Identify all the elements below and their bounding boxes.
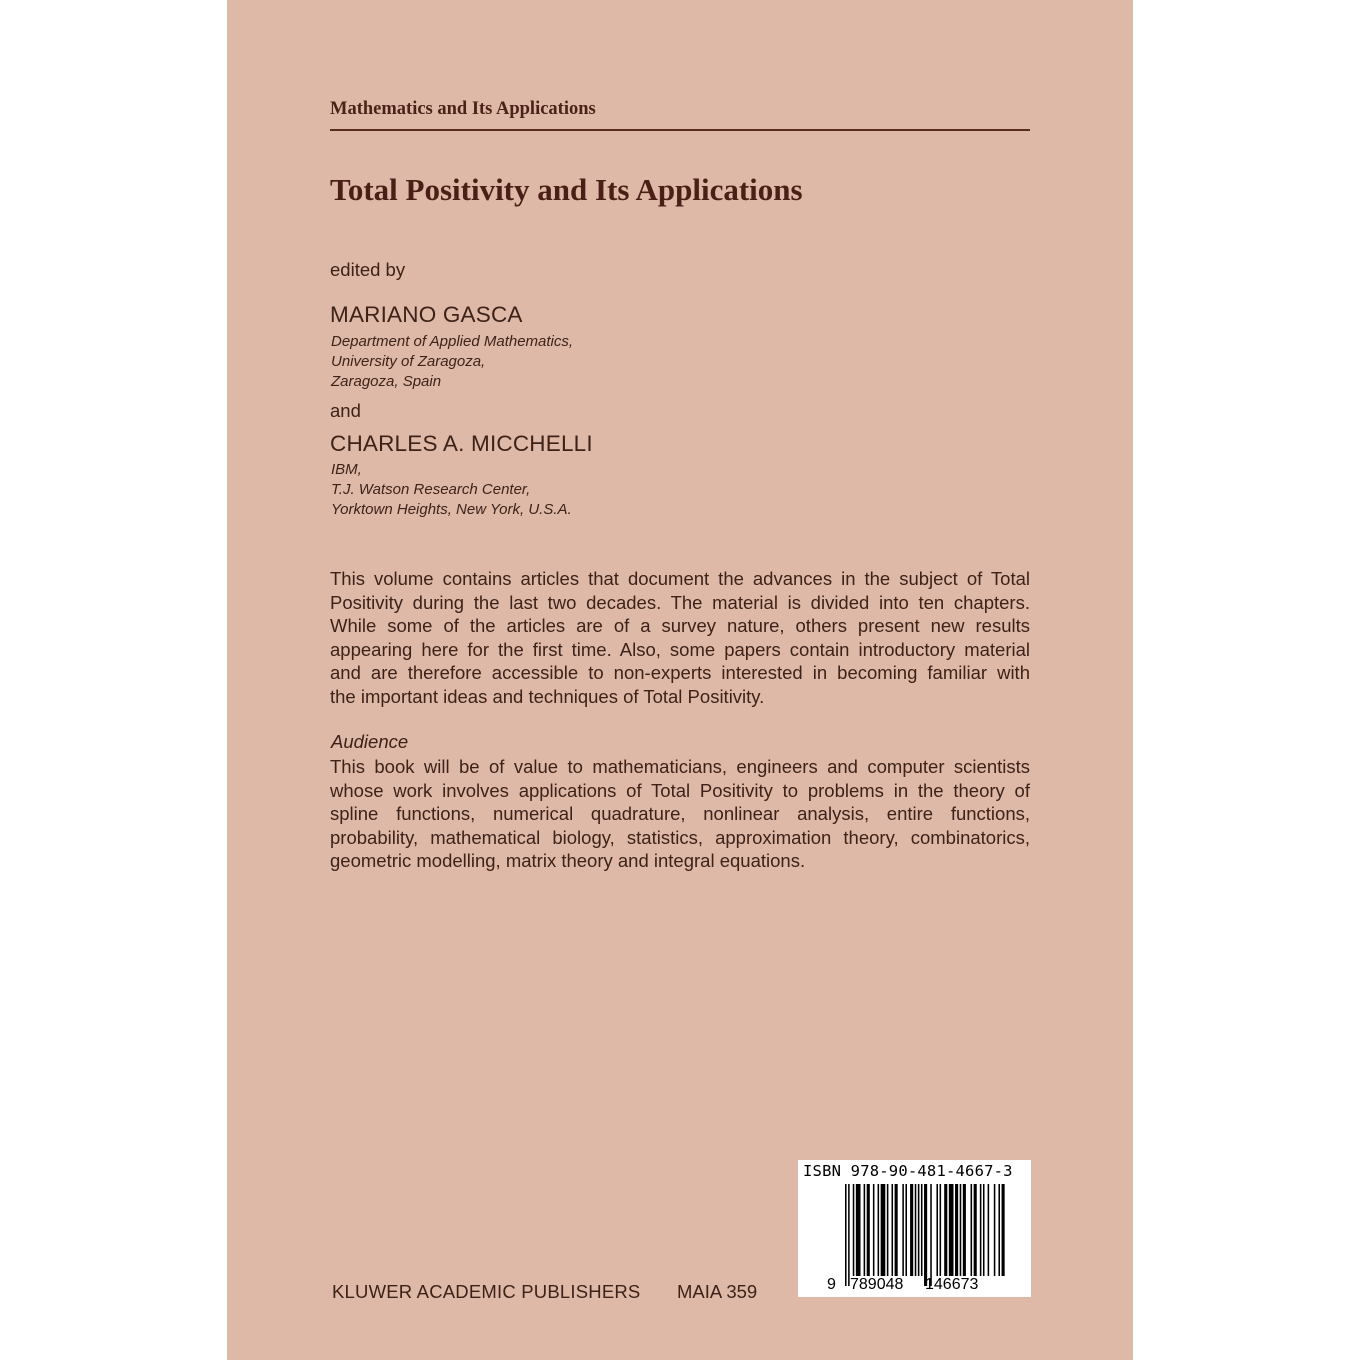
barcode-digits-right: 146673 xyxy=(925,1276,979,1293)
audience-line: spline functions, numerical quadrature, nonlinear analysis, entire functions, xyxy=(330,803,1030,824)
barcode-bar xyxy=(881,1184,886,1276)
affiliation-line: University of Zaragoza, xyxy=(331,353,486,370)
barcode-bar xyxy=(930,1184,932,1286)
barcode-bar xyxy=(853,1184,855,1276)
barcode-bar xyxy=(867,1184,870,1276)
affiliation-line: Department of Applied Mathematics, xyxy=(331,333,574,350)
audience-line: This book will be of value to mathematicians, engineers and computer scientists xyxy=(330,756,1030,777)
description-line: and are therefore accessible to non-experts interested in becoming familiar with xyxy=(330,662,1030,683)
editor-1-affiliation xyxy=(331,332,573,392)
barcode-bar xyxy=(918,1184,920,1276)
audience-heading: Audience xyxy=(331,731,409,752)
barcode-bar xyxy=(960,1184,962,1276)
barcode-bar xyxy=(915,1184,917,1276)
barcode-bar xyxy=(994,1184,996,1276)
editor-2-affiliation xyxy=(331,460,572,520)
barcode-bar xyxy=(983,1184,985,1276)
barcode-bar xyxy=(998,1184,1000,1276)
description-line: appearing here for the first time. Also, some papers contain introductory material xyxy=(330,638,1030,660)
isbn-label: ISBN 978-90-481-4667-3 xyxy=(803,1162,1013,1180)
edited-by-label: edited by xyxy=(330,259,406,280)
description-line: Positivity during the last two decades. The material is divided into ten chapters. xyxy=(330,591,1030,613)
isbn-barcode xyxy=(798,1160,1031,1297)
description-line: This volume contains articles that document the advances in the subject of Total xyxy=(330,568,1030,589)
barcode-bar xyxy=(949,1184,954,1276)
barcode-bar xyxy=(910,1184,913,1276)
barcode-bar xyxy=(902,1184,904,1276)
barcode-bar xyxy=(963,1184,966,1276)
barcode-bar xyxy=(944,1184,947,1276)
barcode-bar xyxy=(864,1184,866,1276)
barcode-digits-left: 789048 xyxy=(850,1276,904,1293)
barcode-bar xyxy=(887,1184,889,1276)
barcode-bar xyxy=(955,1184,958,1276)
description-line: While some of the articles are of a survey nature, others present new results xyxy=(330,615,1030,636)
series-divider xyxy=(330,129,1030,131)
affiliation-line: Yorktown Heights, New York, U.S.A. xyxy=(331,501,572,518)
barcode-bar xyxy=(878,1184,880,1276)
barcode-bar xyxy=(895,1184,898,1276)
barcode-bar xyxy=(848,1184,850,1286)
barcode-bar xyxy=(980,1184,982,1276)
affiliation-line: IBM, xyxy=(331,461,362,478)
conjunction: and xyxy=(330,400,361,421)
barcode-bar xyxy=(988,1184,990,1276)
audience-line: geometric modelling, matrix theory and integral equations. xyxy=(330,850,806,871)
book-title: Total Positivity and Its Applications xyxy=(330,172,803,207)
barcode-digit-first: 9 xyxy=(827,1276,836,1293)
barcode-bar xyxy=(971,1184,973,1276)
series-name: Mathematics and Its Applications xyxy=(330,99,596,119)
affiliation-line: Zaragoza, Spain xyxy=(331,373,442,390)
editor-1-name: MARIANO GASCA xyxy=(330,302,523,327)
barcode-bar xyxy=(892,1184,894,1276)
barcode-bar xyxy=(974,1184,977,1276)
series-code: MAIA 359 xyxy=(677,1281,758,1302)
barcode-bar xyxy=(936,1184,938,1276)
description-line: the important ideas and techniques of Total Positivity. xyxy=(330,685,765,707)
editor-2-name: CHARLES A. MICCHELLI xyxy=(330,431,593,456)
description-paragraph xyxy=(330,567,1030,708)
audience-line: whose work involves applications of Total Positivity to problems in the theory of xyxy=(330,779,1030,801)
affiliation-line: T.J. Watson Research Center, xyxy=(331,481,531,498)
publisher-name: KLUWER ACADEMIC PUBLISHERS xyxy=(332,1281,641,1302)
audience-line: probability, mathematical biology, statistics, approximation theory, combinatorics, xyxy=(330,826,1030,848)
barcode-bar xyxy=(1002,1184,1005,1276)
barcode-bar xyxy=(905,1184,907,1276)
barcode-bar xyxy=(845,1184,847,1286)
barcode-bar xyxy=(924,1184,927,1286)
barcode-bar xyxy=(873,1184,875,1276)
book-back-cover xyxy=(227,0,1133,1360)
barcode-bar xyxy=(856,1184,861,1276)
audience-paragraph xyxy=(330,755,1030,873)
barcode-bar xyxy=(921,1184,923,1276)
barcode-bar xyxy=(940,1184,942,1276)
